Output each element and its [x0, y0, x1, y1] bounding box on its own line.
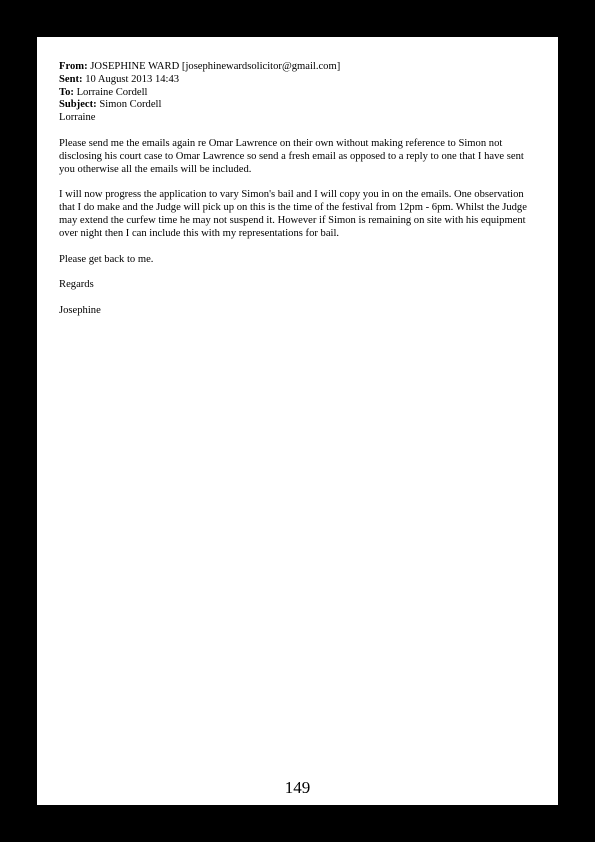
from-line [59, 61, 539, 74]
sent-label: Sent: [59, 73, 83, 85]
subject-line [59, 99, 539, 112]
to-label: To: [59, 86, 74, 98]
to-value: Lorraine Cordell [76, 86, 148, 98]
signature-name: Josephine [59, 305, 101, 317]
paragraph-reply-request: Please get back to me. [59, 253, 154, 265]
to-line [59, 87, 539, 100]
document-page [37, 37, 558, 805]
paragraph-bail: I will now progress the application to vary Simon's bail and I will copy you in on the emails. One observation that I do make and the Judge will pick up on this is the time of the festival from 12pm - 6pm. Whilst the Judge may extend the curfew time he may not suspend it. However if Simon is remaining on site with his equipment over night then I can include this with my representations for bail. [59, 189, 527, 239]
from-label: From: [59, 61, 88, 72]
subject-label: Subject: [59, 99, 97, 111]
salutation: Lorraine [59, 112, 96, 124]
sign-off: Regards [59, 279, 94, 291]
sent-line [59, 74, 539, 87]
paragraph-request: Please send me the emails again re Omar Lawrence on their own without making reference to Simon not disclosing his court case to Omar Lawrence so send a fresh email as opposed to a reply to one that I have sent you otherwise all the emails will be included. [59, 137, 524, 175]
from-value: JOSEPHINE WARD [josephinewardsolicitor@gmail.com] [90, 61, 341, 72]
sent-value: 10 August 2013 14:43 [85, 73, 180, 85]
page-number: 149 [284, 778, 311, 797]
email-body [59, 61, 539, 318]
subject-value: Simon Cordell [99, 99, 162, 111]
